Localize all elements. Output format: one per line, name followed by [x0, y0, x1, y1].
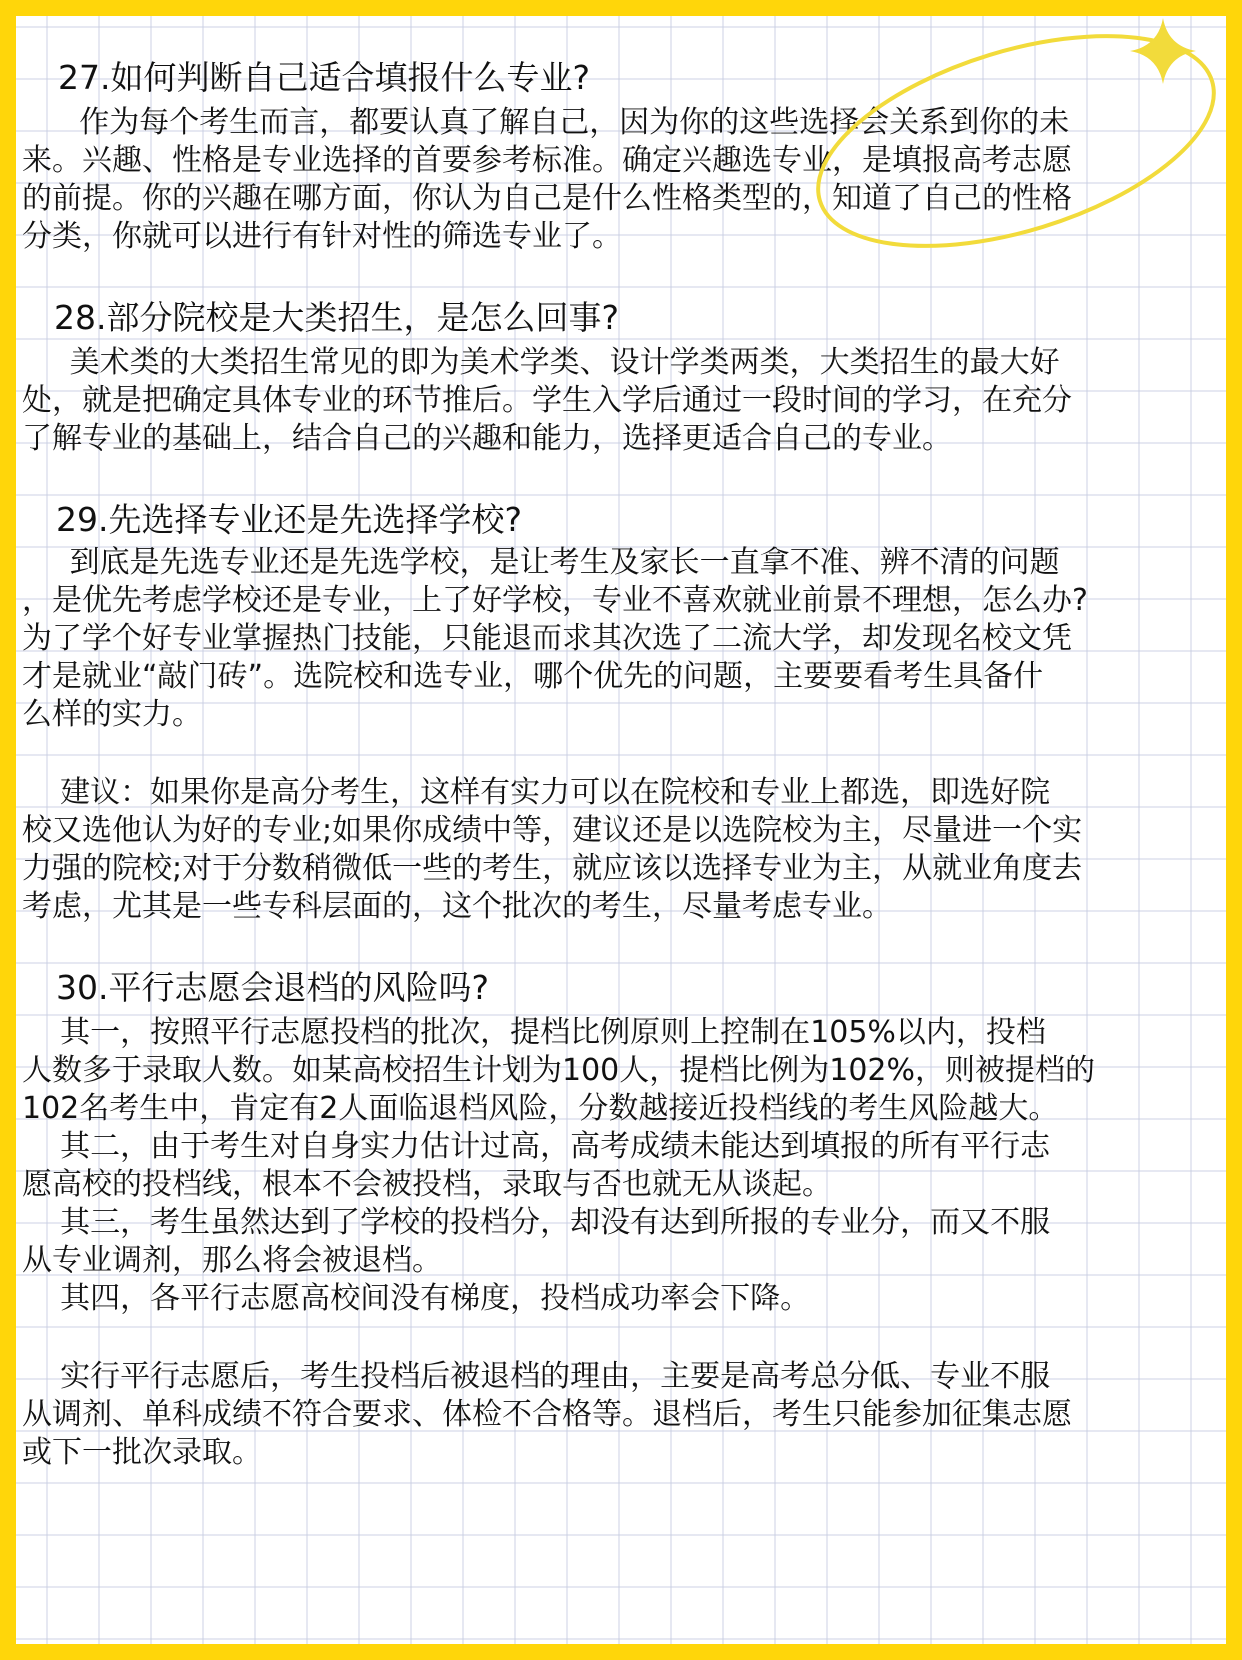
suggestion-paragraph-29 [22, 774, 1222, 926]
paragraph-line: 人数多于录取人数。如某高校招生计划为100人，提档比例为102%，则被提档的 [22, 1053, 1096, 1088]
paragraph-line: 从专业调剂，那么将会被退档。 [22, 1243, 442, 1278]
paragraph-line: 力强的院校;对于分数稍微低一些的考生，就应该以选择专业为主，从就业角度去 [22, 851, 1083, 886]
sparkle-star-icon [1130, 18, 1196, 84]
paragraph-line: 其三，考生虽然达到了学校的投档分，却没有达到所报的专业分，而又不服 [22, 1205, 1051, 1240]
paragraph-line: 么样的实力。 [22, 697, 202, 732]
paragraph-line: 其二，由于考生对自身实力估计过高，高考成绩未能达到填报的所有平行志 [22, 1129, 1051, 1164]
question-title-28: 28.部分院校是大类招生，是怎么回事? [54, 298, 619, 337]
question-title-27: 27.如何判断自己适合填报什么专业? [58, 58, 590, 97]
question-title-29: 29.先选择专业还是先选择学校? [56, 500, 522, 539]
paragraph-line: 的前提。你的兴趣在哪方面，你认为自己是什么性格类型的，知道了自己的性格 [22, 181, 1072, 216]
paragraph-line: 来。兴趣、性格是专业选择的首要参考标准。确定兴趣选专业，是填报高考志愿 [22, 143, 1072, 178]
paragraph-line: 校又选他认为好的专业;如果你成绩中等，建议还是以选院校为主，尽量进一个实 [22, 813, 1083, 848]
paragraph-line: 其一，按照平行志愿投档的批次，提档比例原则上控制在105%以内，投档 [22, 1015, 1046, 1050]
paragraph-line: 作为每个考生而言，都要认真了解自己，因为你的这些选择会关系到你的未 [22, 105, 1070, 140]
paragraph-line: 了解专业的基础上，结合自己的兴趣和能力，选择更适合自己的专业。 [22, 421, 952, 456]
paragraph-line: 从调剂、单科成绩不符合要求、体检不合格等。退档后，考生只能参加征集志愿 [22, 1397, 1072, 1432]
paragraph-line: 102名考生中，肯定有2人面临退档风险，分数越接近投档线的考生风险越大。 [22, 1091, 1059, 1126]
paragraph-line: 愿高校的投档线，根本不会被投档，录取与否也就无从谈起。 [22, 1167, 832, 1202]
paragraph-line: 才是就业“敲门砖”。选院校和选专业，哪个优先的问题，主要要看考生具备什 [22, 659, 1044, 694]
answer-paragraph-27 [22, 104, 1222, 256]
paragraph-line: 实行平行志愿后，考生投档后被退档的理由，主要是高考总分低、专业不服 [22, 1359, 1051, 1394]
article-card [16, 16, 1226, 1644]
paragraph-line: ，是优先考虑学校还是专业，上了好学校，专业不喜欢就业前景不理想，怎么办? [22, 583, 1088, 618]
paragraph-line: 或下一批次录取。 [22, 1435, 262, 1470]
answer-paragraph-30 [22, 1014, 1222, 1318]
paragraph-line: 处，就是把确定具体专业的环节推后。学生入学后通过一段时间的学习，在充分 [22, 383, 1072, 418]
paragraph-line: 到底是先选专业还是先选学校，是让考生及家长一直拿不准、辨不清的问题 [22, 545, 1060, 580]
paragraph-line: 考虑，尤其是一些专科层面的，这个批次的考生，尽量考虑专业。 [22, 889, 892, 924]
answer-paragraph-29 [22, 544, 1222, 734]
question-title-30: 30.平行志愿会退档的风险吗? [56, 968, 489, 1007]
paragraph-line: 为了学个好专业掌握热门技能，只能退而求其次选了二流大学，却发现名校文凭 [22, 621, 1072, 656]
paragraph-line: 建议：如果你是高分考生，这样有实力可以在院校和专业上都选，即选好院 [22, 775, 1051, 810]
paragraph-line: 其四，各平行志愿高校间没有梯度，投档成功率会下降。 [22, 1281, 811, 1316]
paragraph-line: 分类，你就可以进行有针对性的筛选专业了。 [22, 219, 622, 254]
answer-paragraph-28 [22, 344, 1222, 458]
paragraph-line: 美术类的大类招生常见的即为美术学类、设计学类两类，大类招生的最大好 [22, 345, 1060, 380]
summary-paragraph-30 [22, 1358, 1222, 1472]
